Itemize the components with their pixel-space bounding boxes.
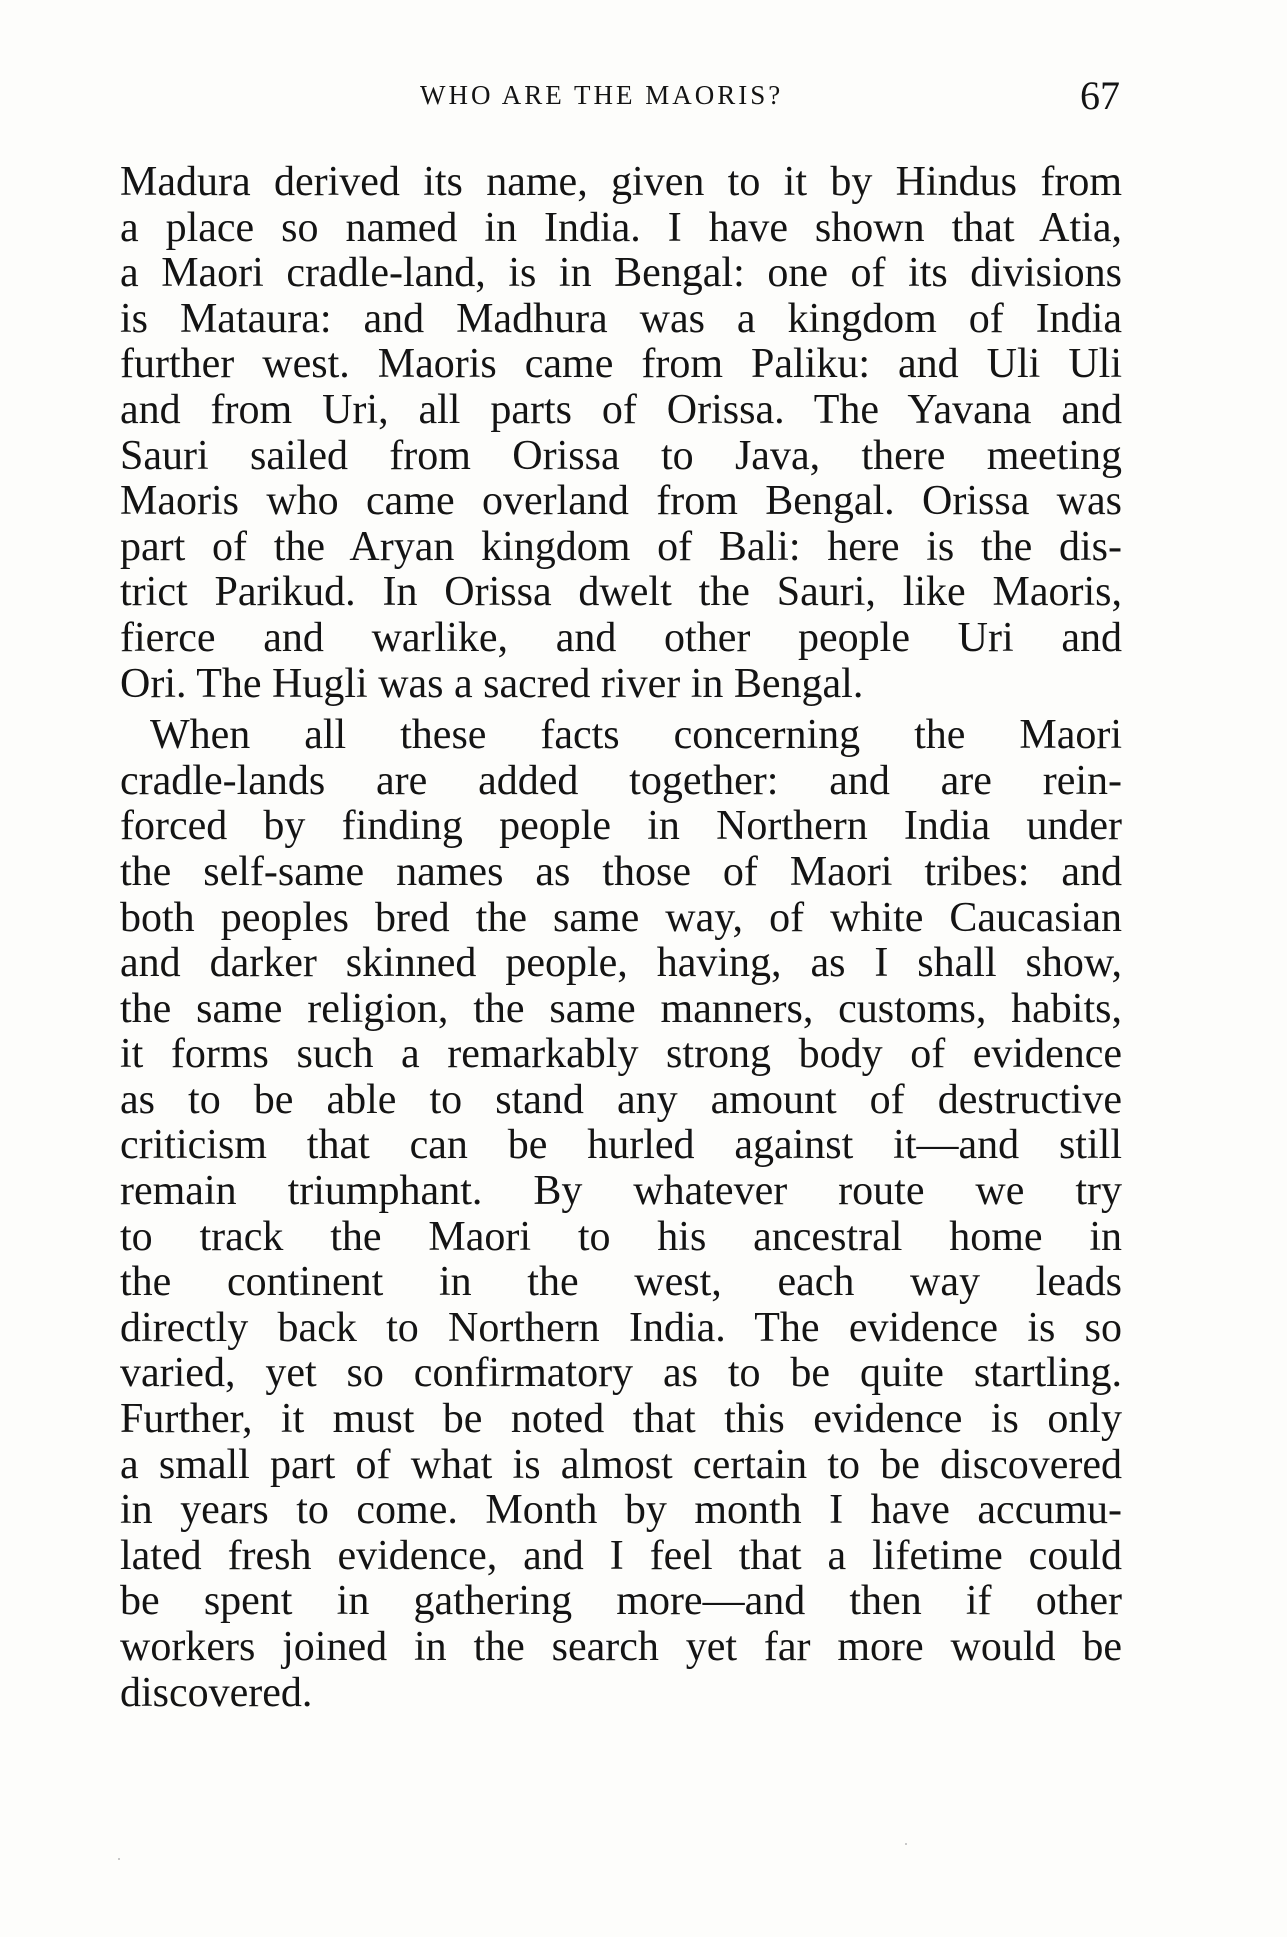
text-line: lated fresh evidence, and I feel that a lifetime could (120, 1532, 1122, 1579)
text-line: a place so named in India. I have shown that Atia, (120, 204, 1122, 251)
text-line: a small part of what is almost certain to be discovered (120, 1441, 1122, 1488)
text-line: Further, it must be noted that this evidence is only (120, 1396, 1122, 1443)
text-line: directly back to Northern India. The evidence is so (120, 1304, 1122, 1351)
text-line: forced by finding people in Northern India under (120, 803, 1122, 850)
text-line: the continent in the west, each way leads (120, 1259, 1122, 1306)
text-line: remain triumphant. By whatever route we try (120, 1168, 1122, 1215)
text-line: Madura derived its name, given to it by Hindus from (120, 159, 1122, 205)
text-line: cradle-lands are added together: and are rein- (120, 757, 1122, 804)
text-line: the same religion, the same manners, customs, habits, (120, 985, 1122, 1032)
running-head (120, 72, 1120, 122)
text-line: part of the Aryan kingdom of Bali: here is the dis- (120, 523, 1122, 570)
text-line: varied, yet so confirmatory as to be quite startling. (120, 1350, 1122, 1397)
text-line: Ori. The Hugli was a sacred river in Bengal. (120, 660, 864, 707)
text-line: both peoples bred the same way, of white Caucasian (120, 894, 1122, 941)
scan-speck (905, 1843, 907, 1845)
text-line: it forms such a remarkably strong body of evidence (120, 1031, 1122, 1078)
text-line: be spent in gathering more—and then if other (120, 1578, 1122, 1625)
text-line: criticism that can be hurled against it—and still (120, 1122, 1122, 1169)
text-line: in years to come. Month by month I have accumu- (120, 1487, 1122, 1534)
text-line: Sauri sailed from Orissa to Java, there meeting (120, 432, 1122, 479)
text-line: fierce and warlike, and other people Uri and (120, 614, 1122, 661)
text-line: is Mataura: and Madhura was a kingdom of India (120, 295, 1122, 342)
text-line: trict Parikud. In Orissa dwelt the Sauri, like Maoris, (120, 569, 1122, 616)
text-line: a Maori cradle-land, is in Bengal: one of its divisions (120, 250, 1122, 297)
scan-speck (118, 1858, 120, 1860)
paragraph-2 (120, 713, 1122, 1716)
text-line: to track the Maori to his ancestral home in (120, 1213, 1122, 1260)
text-line: discovered. (120, 1669, 313, 1716)
text-line: Maoris who came overland from Bengal. Orissa was (120, 478, 1122, 525)
running-title: WHO ARE THE MAORIS? (420, 80, 784, 110)
text-line: as to be able to stand any amount of destructive (120, 1076, 1122, 1123)
body-text (120, 160, 1122, 1716)
text-line: and from Uri, all parts of Orissa. The Yavana and (120, 386, 1122, 433)
text-line: the self-same names as those of Maori tribes: and (120, 848, 1122, 895)
text-line: workers joined in the search yet far more would be (120, 1624, 1122, 1670)
text-line: and darker skinned people, having, as I shall show, (120, 940, 1122, 987)
page-number: 67 (1080, 73, 1120, 118)
text-line: further west. Maoris came from Paliku: and Uli Uli (120, 341, 1122, 388)
paragraph-1 (120, 160, 1122, 707)
text-line: When all these facts concerning the Maori (150, 712, 1122, 759)
